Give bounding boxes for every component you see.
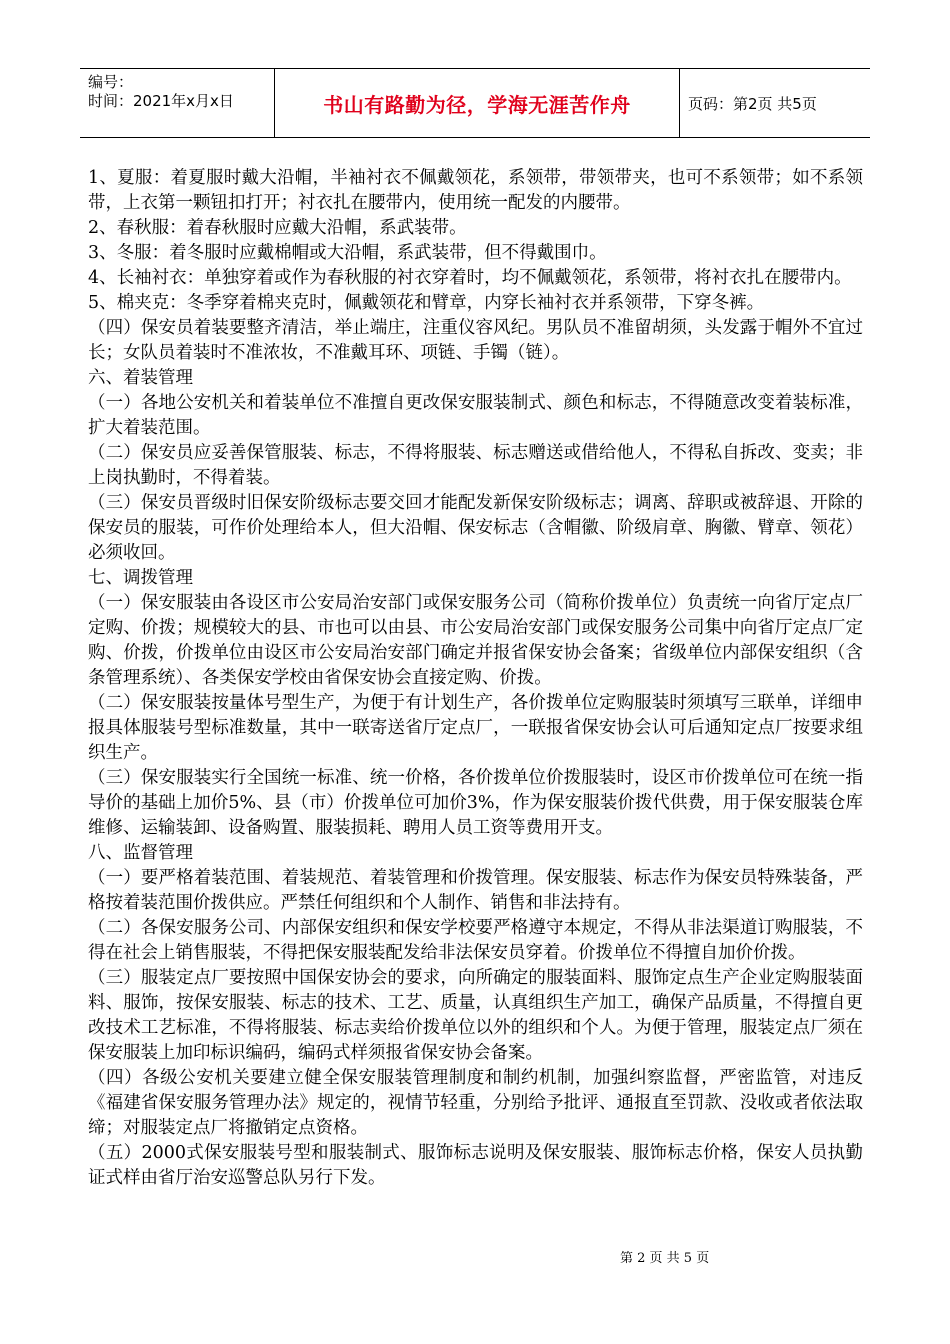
header-page-cell xyxy=(680,69,870,137)
header-page-label: 页码：第2页 共5页 xyxy=(688,94,817,113)
paragraph: 4、长袖衬衣：单独穿着或作为春秋服的衬衣穿着时，均不佩戴领花，系领带，将衬衣扎在腰带内。 xyxy=(88,268,852,288)
section-heading: 七、调拨管理 xyxy=(88,568,193,588)
paragraph: 1、夏服：着夏服时戴大沿帽，半袖衬衣不佩戴领花，系领带，带领带夹，也可不系领带；如不系领带，上衣第一颗钮扣打开；衬衣扎在腰带内，使用统一配发的内腰带。 xyxy=(88,168,863,213)
header-table xyxy=(80,68,870,138)
document-number-label: 编号： xyxy=(88,73,134,91)
paragraph: （四）保安员着装要整齐清洁，举止端庄，注重仪容风纪。男队员不准留胡须，头发露于帽外不宜过长；女队员着装时不准浓妆，不准戴耳环、项链、手镯（链）。 xyxy=(88,318,863,363)
paragraph: （一）各地公安机关和着装单位不准擅自更改保安服装制式、颜色和标志，不得随意改变着装标准，扩大着装范围。 xyxy=(88,393,863,438)
paragraph: （二）各保安服务公司、内部保安组织和保安学校要严格遵守本规定，不得从非法渠道订购服装，不得在社会上销售服装，不得把保安服装配发给非法保安员穿着。价拨单位不得擅自加价价拨。 xyxy=(88,918,863,963)
header-meta xyxy=(80,69,274,137)
paragraph: （一）保安服装由各设区市公安局治安部门或保安服务公司（简称价拨单位）负责统一向省厅定点厂定购、价拨；规模较大的县、市也可以由县、市公安局治安部门或保安服务公司集中向省厅定点厂定购、价拨，价拨单位由设区市公安局治安部门确定并报省保安协会备案；省级单位内部保安组织（含条管理系统）、各类保安学校由省保安协会直接定购、价拨。 xyxy=(88,593,863,688)
document-time-label: 时间：2021年x月x日 xyxy=(88,92,234,110)
paragraph: （五）2000式保安服装号型和服装制式、服饰标志说明及保安服装、服饰标志价格，保安人员执勤证式样由省厅治安巡警总队另行下发。 xyxy=(88,1143,863,1188)
header-motto-cell xyxy=(274,69,680,137)
paragraph: 2、春秋服：着春秋服时应戴大沿帽，系武装带。 xyxy=(88,218,467,238)
paragraph: （一）要严格着装范围、着装规范、着装管理和价拨管理。保安服装、标志作为保安员特殊装备，严格按着装范围价拨供应。严禁任何组织和个人制作、销售和非法持有。 xyxy=(88,868,863,913)
page-footer: 第 2 页 共 5 页 xyxy=(620,1251,710,1266)
section-heading: 八、监督管理 xyxy=(88,843,193,863)
paragraph: （三）保安服装实行全国统一标准、统一价格，各价拨单位价拨服装时，设区市价拨单位可在统一指导价的基础上加价5%、县（市）价拨单位可加价3%，作为保安服装价拨代供费，用于保安服装仓库维修、运输装卸、设备购置、服装损耗、聘用人员工资等费用开支。 xyxy=(88,768,863,838)
paragraph: （三）保安员晋级时旧保安阶级标志要交回才能配发新保安阶级标志；调离、辞职或被辞退、开除的保安员的服装，可作价处理给本人，但大沿帽、保安标志（含帽徽、阶级肩章、胸徽、臂章、领花）必须收回。 xyxy=(88,493,863,563)
paragraph: （四）各级公安机关要建立健全保安服装管理制度和制约机制，加强纠察监督，严密监管，对违反《福建省保安服务管理办法》规定的，视情节轻重，分别给予批评、通报直至罚款、没收或者依法取缔；对服装定点厂将撤销定点资格。 xyxy=(88,1068,863,1138)
paragraph: （三）服装定点厂要按照中国保安协会的要求，向所确定的服装面料、服饰定点生产企业定购服装面料、服饰，按保安服装、标志的技术、工艺、质量，认真组织生产加工，确保产品质量，不得擅自更改技术工艺标准，不得将服装、标志卖给价拨单位以外的组织和个人。为便于管理，服装定点厂须在保安服装上加印标识编码，编码式样须报省保安协会备案。 xyxy=(88,968,863,1063)
section-heading: 六、着装管理 xyxy=(88,368,193,388)
paragraph: 5、棉夹克：冬季穿着棉夹克时，佩戴领花和臂章，内穿长袖衬衣并系领带，下穿冬裤。 xyxy=(88,293,765,313)
paragraph: 3、冬服：着冬服时应戴棉帽或大沿帽，系武装带，但不得戴围巾。 xyxy=(88,243,607,263)
header-motto: 书山有路勤为径，学海无涯苦作舟 xyxy=(323,92,631,117)
document-body xyxy=(88,166,863,1191)
paragraph: （二）保安员应妥善保管服装、标志，不得将服装、标志赠送或借给他人，不得私自拆改、变卖；非上岗执勤时，不得着装。 xyxy=(88,443,863,488)
paragraph: （二）保安服装按量体号型生产，为便于有计划生产，各价拨单位定购服装时须填写三联单，详细申报具体服装号型标准数量，其中一联寄送省厅定点厂，一联报省保安协会认可后通知定点厂按要求组织生产。 xyxy=(88,693,863,763)
